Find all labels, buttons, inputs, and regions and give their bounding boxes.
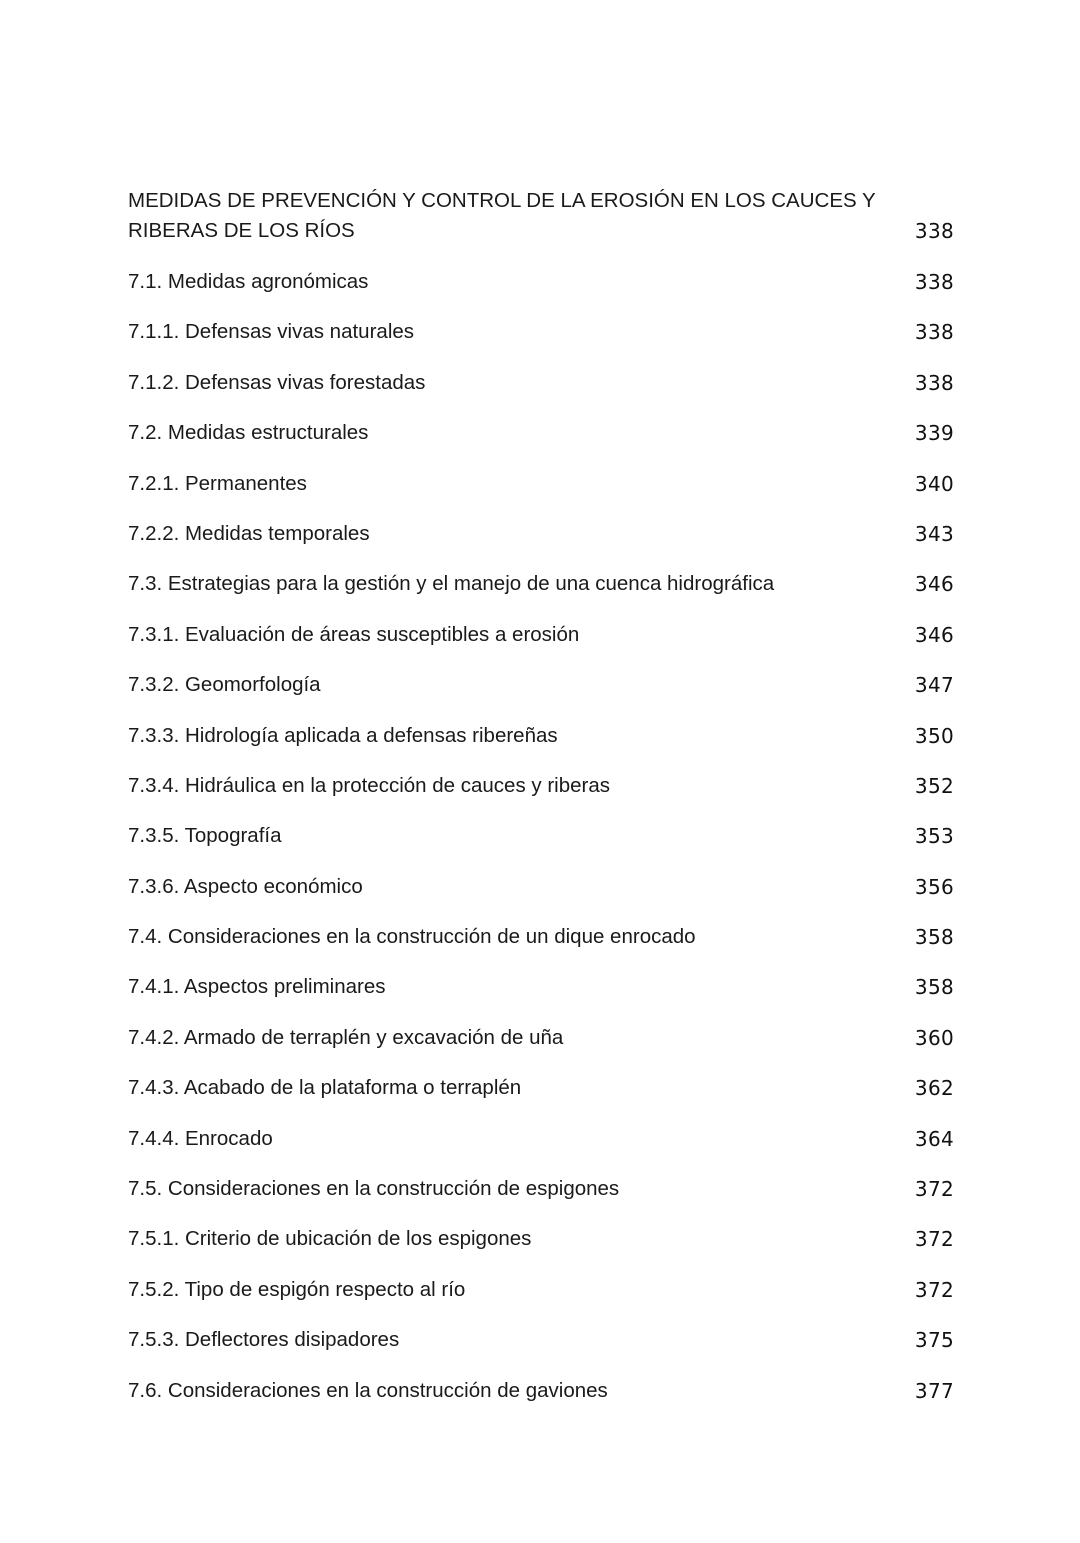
toc-entry-page-number: 352 [914, 773, 954, 798]
toc-entry-page-number: 377 [914, 1378, 954, 1403]
toc-entry-page-number: 347 [914, 673, 954, 698]
toc-entry-label: 7.5. Consideraciones en la construcción de espigones [128, 1177, 620, 1201]
toc-entry[interactable] [128, 1023, 958, 1073]
toc-entry[interactable] [128, 418, 958, 468]
toc-entry-label: 7.5.1. Criterio de ubicación de los espigones [128, 1227, 532, 1251]
toc-entry-page-number: 346 [914, 572, 954, 597]
toc-entry-label: 7.1. Medidas agronómicas [128, 270, 369, 293]
toc-entry-label: 7.5.2. Tipo de espigón respecto al río [128, 1277, 466, 1301]
toc-chapter-title [128, 186, 888, 246]
toc-entry[interactable] [128, 1325, 958, 1375]
toc-entry[interactable] [128, 1376, 958, 1426]
toc-entry-label: 7.3.4. Hidráulica en la protección de cauces y riberas [128, 773, 611, 797]
toc-entry[interactable] [128, 469, 958, 519]
toc-entry[interactable] [128, 821, 958, 871]
toc-entry-label: 7.2.2. Medidas temporales [128, 521, 370, 545]
toc-entry[interactable] [128, 771, 958, 821]
toc-entry-label: 7.4.3. Acabado de la plataforma o terraplén [128, 1076, 522, 1100]
toc-entry[interactable] [128, 1224, 958, 1274]
toc-entry-page-number: 346 [914, 622, 954, 647]
toc-entry-label: 7.3.1. Evaluación de áreas susceptibles a erosión [128, 622, 580, 646]
toc-entry-page-number: 360 [914, 1025, 954, 1050]
toc-entry[interactable] [128, 267, 958, 317]
toc-entry-label: 7.4.4. Enrocado [128, 1126, 273, 1150]
toc-entry[interactable] [128, 721, 958, 771]
toc-entry-label: 7.3.5. Topografía [128, 824, 282, 848]
toc-entry-page-number: 362 [914, 1076, 954, 1101]
toc-entry[interactable] [128, 317, 958, 367]
toc-chapter-page-number: 338 [914, 219, 954, 243]
toc-entry-page-number: 372 [914, 1227, 954, 1252]
table-of-contents [128, 186, 958, 1426]
toc-entry[interactable] [128, 368, 958, 418]
toc-entry-label: 7.4. Consideraciones en la construcción de un dique enrocado [128, 925, 696, 949]
toc-entry-page-number: 375 [914, 1328, 954, 1353]
toc-entry-label: 7.1.2. Defensas vivas forestadas [128, 370, 426, 394]
toc-entry-label: 7.3.3. Hidrología aplicada a defensas ribereñas [128, 723, 558, 747]
toc-entry-page-number: 353 [914, 824, 954, 849]
toc-entry-label: 7.3. Estrategias para la gestión y el manejo de una cuenca hidrográfica [128, 572, 775, 596]
toc-entry-label: 7.2.1. Permanentes [128, 471, 307, 495]
toc-entry-label: 7.3.2. Geomorfología [128, 673, 321, 697]
toc-chapter-title-line1: MEDIDAS DE PREVENCIÓN Y CONTROL DE LA EROSIÓN EN LOS CAUCES Y [128, 189, 876, 212]
toc-entry-label: 7.6. Consideraciones en la construcción de gaviones [128, 1378, 608, 1402]
toc-entry[interactable] [128, 1073, 958, 1123]
toc-entry-page-number: 340 [914, 471, 954, 496]
toc-entry[interactable] [128, 670, 958, 720]
toc-entry[interactable] [128, 1124, 958, 1174]
toc-entry[interactable] [128, 972, 958, 1022]
toc-entry[interactable] [128, 569, 958, 619]
toc-chapter-title-line2: RIBERAS DE LOS RÍOS [128, 219, 355, 242]
toc-entry-page-number: 372 [914, 1277, 954, 1302]
toc-entry[interactable] [128, 872, 958, 922]
toc-entry-page-number: 372 [914, 1177, 954, 1202]
toc-entry-page-number: 338 [914, 270, 954, 294]
toc-entry[interactable] [128, 620, 958, 670]
toc-entry-list [128, 267, 958, 1426]
toc-entry-label: 7.3.6. Aspecto económico [128, 874, 363, 898]
toc-entry[interactable] [128, 922, 958, 972]
toc-entry-label: 7.1.1. Defensas vivas naturales [128, 320, 415, 344]
toc-entry-page-number: 338 [914, 370, 954, 395]
toc-entry-page-number: 358 [914, 925, 954, 950]
toc-entry-label: 7.5.3. Deflectores disipadores [128, 1328, 400, 1352]
toc-entry-page-number: 350 [914, 723, 954, 748]
toc-entry-label: 7.2. Medidas estructurales [128, 421, 369, 445]
toc-entry-page-number: 356 [914, 874, 954, 899]
toc-entry[interactable] [128, 519, 958, 569]
toc-entry-label: 7.4.2. Armado de terraplén y excavación de uña [128, 1025, 564, 1049]
toc-entry-page-number: 358 [914, 975, 954, 1000]
toc-entry-page-number: 338 [914, 320, 954, 345]
toc-entry-page-number: 339 [914, 421, 954, 446]
toc-entry-page-number: 364 [914, 1126, 954, 1151]
toc-entry[interactable] [128, 1275, 958, 1325]
toc-entry[interactable] [128, 1174, 958, 1224]
toc-entry-page-number: 343 [914, 521, 954, 546]
toc-entry-label: 7.4.1. Aspectos preliminares [128, 975, 386, 999]
toc-chapter-heading[interactable] [128, 186, 958, 246]
